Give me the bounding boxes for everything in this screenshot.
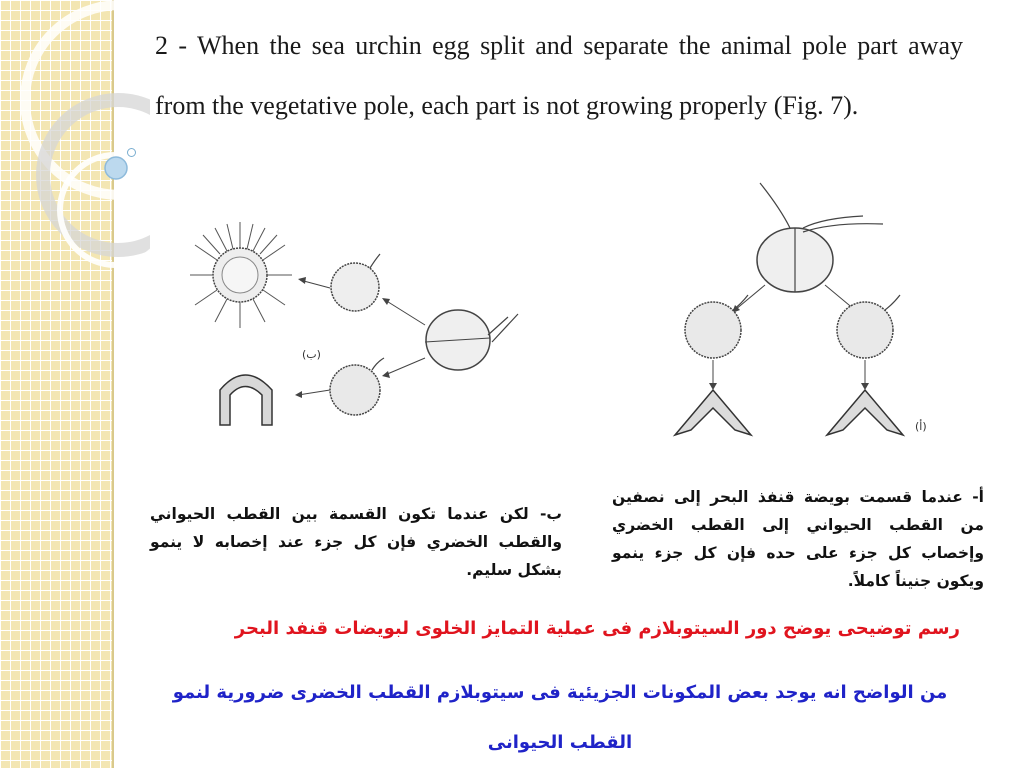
- conclusion-text-blue: من الواضح انه يوجد بعض المكونات الجزيئية فى سيتوبلازم القطب الخضرى ضرورية لنمو القطب الحيوانى: [172, 682, 948, 753]
- caption-b: ب- لكن عندما تكون القسمة بين القطب الحيواني والقطب الخضري فإن كل جزء عند إخصابه لا ينمو بشكل سليم.: [150, 505, 562, 579]
- blastula-illustration: [220, 375, 272, 425]
- fertilized-egg-top: [331, 254, 380, 311]
- bullet-icon: [127, 148, 136, 157]
- figure-b-label: (ب): [302, 348, 321, 361]
- figure-caption-red: رسم توضيحى يوضح دور السيتوبلازم فى عملية التمايز الخلوى لبويضات قنفد البحر: [234, 618, 960, 639]
- ciliated-larva-illustration: [190, 222, 292, 328]
- main-paragraph: 2 - When the sea urchin egg split and separate the animal pole part away from the vegetative pole, each part is not growing properly (Fig. 7).: [155, 31, 963, 120]
- half-egg-left: [685, 295, 748, 358]
- pluteus-larva-left: [675, 390, 751, 435]
- figure-a-label: (أ): [915, 420, 927, 433]
- pluteus-larva-right: [827, 390, 903, 435]
- split-egg-top: [757, 183, 883, 292]
- figure-a-diagram: [625, 180, 950, 450]
- caption-a: أ- عندما قسمت بويضة قنفذ البحر إلى نصفين من القطب الحيواني إلى القطب الخضري وإخصاب كل جزء على حده فإن كل جزء ينمو ويكون جنيناً كاملاً.: [612, 488, 984, 590]
- figure-b-diagram: [190, 190, 530, 460]
- split-egg-center: [425, 310, 518, 370]
- decorative-circles: [0, 0, 150, 420]
- half-egg-right: [837, 295, 900, 358]
- fertilized-egg-bottom: [330, 358, 384, 415]
